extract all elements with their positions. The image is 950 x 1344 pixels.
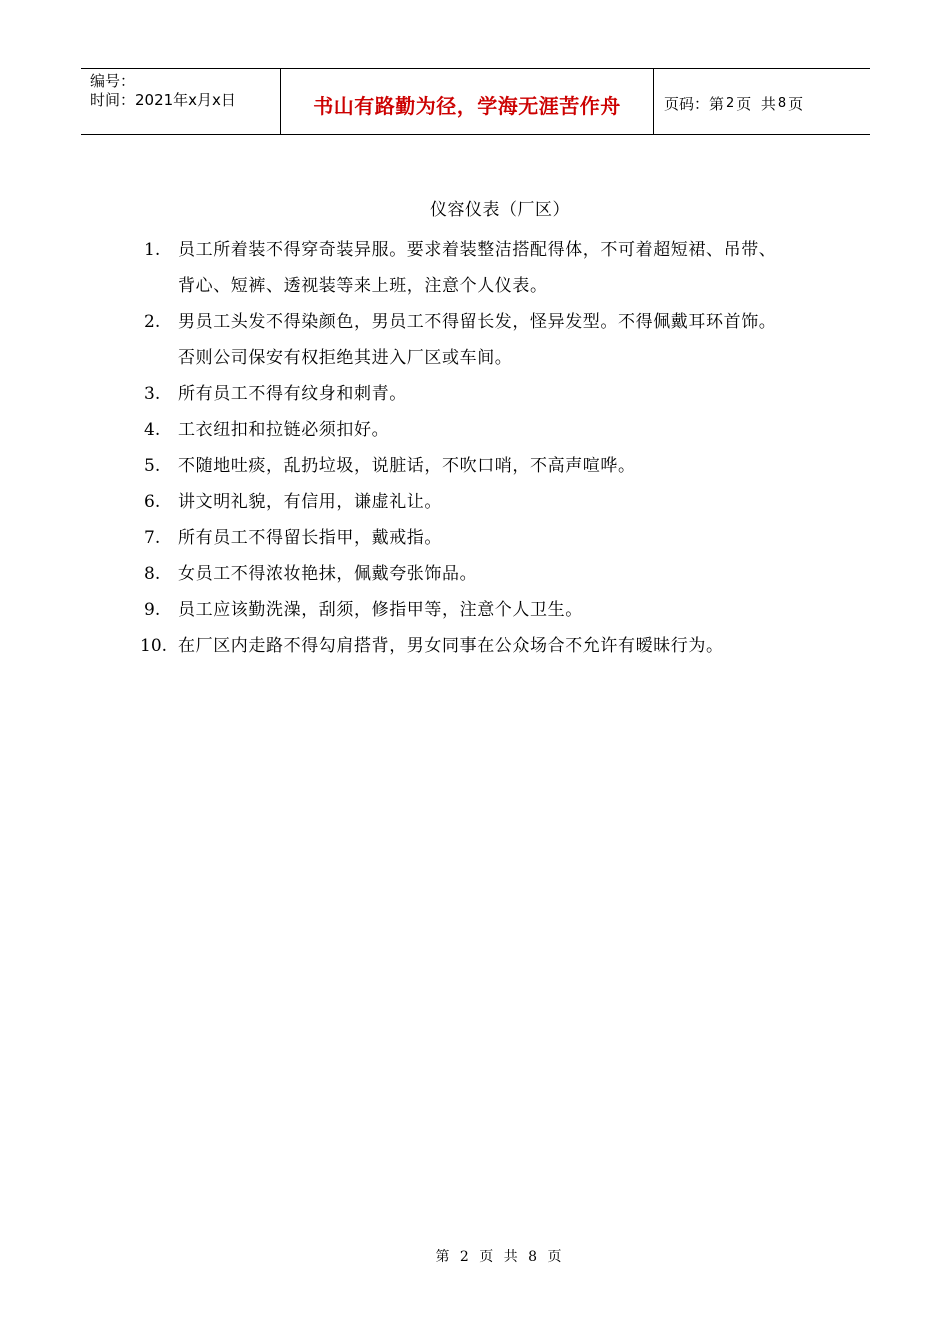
rule-number: 5. bbox=[144, 456, 161, 476]
date-label: 时间：2021年x月x日 bbox=[90, 91, 236, 109]
page-middle: 页 共 bbox=[736, 95, 776, 113]
list-item bbox=[140, 304, 820, 376]
rule-number: 7. bbox=[144, 528, 161, 548]
rule-number: 10. bbox=[140, 636, 168, 656]
list-item bbox=[140, 484, 820, 520]
page-prefix: 页码：第 bbox=[664, 95, 725, 113]
list-item bbox=[140, 376, 820, 412]
page-footer: 第 2 页 共 8 页 bbox=[435, 1249, 565, 1265]
header-meta-cell bbox=[81, 69, 281, 134]
document-title: 仪容仪表（厂区） bbox=[430, 200, 570, 220]
motto-text: 书山有路勤为径，学海无涯苦作舟 bbox=[313, 94, 621, 118]
header-motto-cell bbox=[281, 69, 654, 134]
rule-text: 讲文明礼貌，有信用，谦虚礼让。 bbox=[178, 492, 442, 512]
page-suffix: 页 bbox=[788, 95, 804, 113]
rule-number: 4. bbox=[144, 420, 161, 440]
rule-text: 不随地吐痰，乱扔垃圾，说脏话，不吹口哨，不高声喧哗。 bbox=[178, 456, 636, 476]
list-item bbox=[140, 592, 820, 628]
list-item bbox=[140, 232, 820, 304]
rule-number: 3. bbox=[144, 384, 161, 404]
rule-text: 女员工不得浓妆艳抹，佩戴夸张饰品。 bbox=[178, 564, 478, 584]
list-item bbox=[140, 520, 820, 556]
rule-text: 所有员工不得留长指甲，戴戒指。 bbox=[178, 528, 442, 548]
document-header bbox=[81, 68, 870, 135]
list-item bbox=[140, 412, 820, 448]
list-item bbox=[140, 556, 820, 592]
rule-text: 在厂区内走路不得勾肩搭背，男女同事在公众场合不允许有暧昧行为。 bbox=[178, 636, 724, 656]
rule-number: 9. bbox=[144, 600, 161, 620]
rule-text: 男员工头发不得染颜色，男员工不得留长发，怪异发型。不得佩戴耳环首饰。否则公司保安有权拒绝其进入厂区或车间。 bbox=[178, 312, 777, 368]
rules-list bbox=[140, 232, 820, 664]
rule-number: 6. bbox=[144, 492, 161, 512]
rule-text: 员工所着装不得穿奇装异服。要求着装整洁搭配得体，不可着超短裙、吊带、背心、短裤、透视装等来上班，注意个人仪表。 bbox=[178, 240, 777, 296]
page-total: 8 bbox=[777, 96, 787, 111]
header-page-cell bbox=[654, 69, 870, 134]
rule-text: 工衣纽扣和拉链必须扣好。 bbox=[178, 420, 390, 440]
rule-text: 所有员工不得有纹身和刺青。 bbox=[178, 384, 407, 404]
list-item bbox=[140, 628, 820, 664]
serial-number-label: 编号： bbox=[90, 72, 136, 90]
rule-text: 员工应该勤洗澡，刮须，修指甲等，注意个人卫生。 bbox=[178, 600, 583, 620]
rule-number: 8. bbox=[144, 564, 161, 584]
rule-number: 2. bbox=[144, 312, 161, 332]
page-current: 2 bbox=[726, 96, 735, 111]
list-item bbox=[140, 448, 820, 484]
rule-number: 1. bbox=[144, 240, 161, 260]
